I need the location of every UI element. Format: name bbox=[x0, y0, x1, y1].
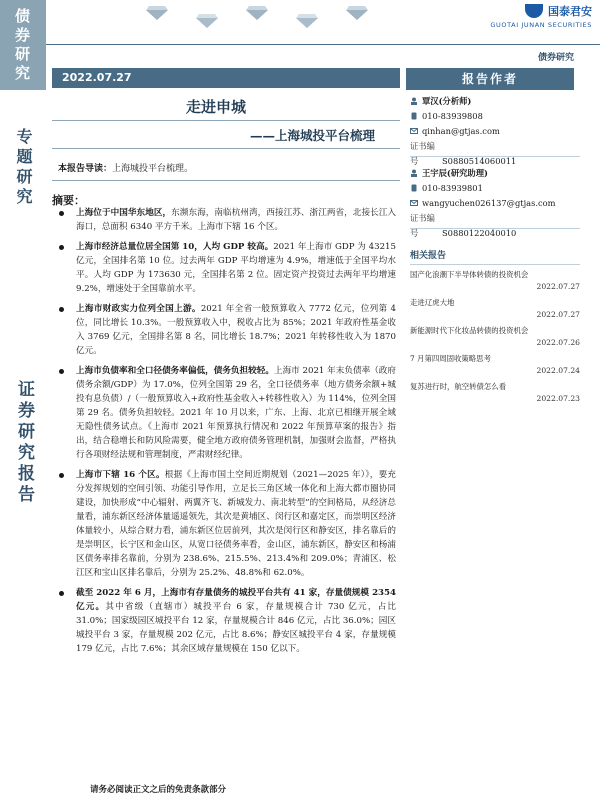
title-divider bbox=[52, 120, 400, 121]
author-phone-row bbox=[410, 109, 580, 124]
brand-mark-icon bbox=[525, 4, 543, 18]
cert-label: 证书编号 bbox=[410, 213, 435, 238]
guide-divider bbox=[52, 180, 400, 181]
related-item-title[interactable]: 新能源时代下化妆品转债的投资机会 bbox=[410, 326, 529, 335]
author-card bbox=[410, 166, 580, 238]
author-card bbox=[410, 94, 580, 166]
bullet-text: 根据《上海市国土空间近期规划（2021—2025 年）》，要充分发挥规划的空间引领、功能引导作用，立足长三角区域一体化和上海大都市圈协同建设，加快形成“中心辐射、两翼齐飞、新城发力、南北转型”的空间格局，从经济总量看，浦东新区经济体量遥遥领先，其次是黄埔区、闵行区和嘉定区，而崇明区经济体量较小，从综合财力看，浦东新区位居前列，其次是闵行区和静安区，排名靠后的是崇明区，长宁区和金山区，从宽口径债务率看，金山区，浦东新区，静安区和杨浦区债务率排名靠前，分别为 238.6%、215.5%、213.4%和 209.0%；青浦区、松江区和宝山区排名靠后，分别为 25.2%、48.8%和 62.0%。 bbox=[76, 470, 396, 578]
related-item-title[interactable]: 复苏进行时，航空转债怎么看 bbox=[410, 382, 507, 391]
list-item bbox=[56, 364, 396, 462]
bullet-dot bbox=[59, 307, 64, 312]
bullet-text: 其中省级（直辖市）城投平台 6 家，存量规模合计 730 亿元，占比 31.0%；国家级园区城投平台 12 家，存量规模合计 846 亿元，占比 36.0%；园区城投平台 3 家，存量规模 202 亿元，占比 8.6%；静安区城投平台 4 家，存量规模 179 亿元，占比 7.6%；其余区域存量规模在 150 亿以下。 bbox=[76, 602, 396, 654]
bullet-dot bbox=[59, 369, 64, 374]
author-name-row bbox=[410, 166, 580, 181]
sidebar-report-label: 证券研究报告 bbox=[14, 380, 34, 506]
cert-label: 证书编号 bbox=[410, 141, 435, 166]
abstract-list bbox=[56, 206, 396, 656]
list-item bbox=[56, 206, 396, 234]
related-item-title[interactable]: 国产化浪潮下半导体转债的投资机会 bbox=[410, 270, 529, 279]
author-phone: 010-83939808 bbox=[422, 111, 483, 121]
bullet-lead: 上海位于中国华东地区， bbox=[76, 208, 172, 218]
related-item-title[interactable]: 7 月第四周固收策略思考 bbox=[410, 354, 491, 363]
left-sidebar bbox=[0, 0, 46, 800]
bullet-dot bbox=[59, 245, 64, 250]
list-item bbox=[56, 240, 396, 296]
sidebar-category-label: 债券研究 bbox=[13, 8, 31, 84]
author-email[interactable]: qinhan@gtjas.com bbox=[422, 126, 500, 136]
related-reports bbox=[410, 248, 580, 405]
report-date: 2022.07.27 bbox=[62, 71, 132, 84]
author-cert-row bbox=[410, 139, 580, 166]
bullet-text: 2021 年上海市 GDP 为 43215 亿元，全国排名第 10 位。过去两年 GDP 平均增速为 4.9%，增速低于全国平均水平。人均 GDP 为 173630 元，全国排名第 2 位。固定资产投资过去两年平均增速 9.2%，增速处于全国靠前水平。 bbox=[76, 242, 396, 294]
author-email-row bbox=[410, 124, 580, 139]
disclaimer-footer: 请务必阅读正文之后的免责条款部分 bbox=[90, 785, 227, 795]
bullet-text: 2021 年全省一般预算收入 7772 亿元，位列第 4 位，同比增长 10.3%。一般预算收入中，税收占比为 85%；2021 年政府性基金收入 3769 亿元，全国排名第 8 名，同比增长 18.7%；2021 年转移性收入为 1870 亿元。 bbox=[76, 304, 396, 356]
related-item-title[interactable]: 走进辽虎大地 bbox=[410, 298, 455, 307]
bullet-lead: 上海市下辖 16 个区。 bbox=[76, 470, 165, 480]
header-banner bbox=[46, 0, 600, 40]
brand-logo bbox=[490, 0, 592, 29]
abstract-heading: 摘要： bbox=[52, 194, 85, 207]
diamond-icon bbox=[346, 6, 368, 20]
list-item bbox=[56, 468, 396, 580]
email-icon bbox=[410, 127, 418, 135]
report-subtitle: ——上海城投平台梳理 bbox=[250, 128, 376, 143]
guide-text: 上海城投平台梳理。 bbox=[112, 164, 194, 174]
guide-label: 本报告导读： bbox=[58, 164, 113, 174]
diamond-icon bbox=[196, 14, 218, 28]
bullet-text: 东濒东海，南临杭州湾，西接江苏、浙江两省，北接长江入海口，总面积 6340 平方千米。上海市下辖 16 个区。 bbox=[76, 208, 396, 232]
related-item-date: 2022.07.27 bbox=[536, 282, 580, 291]
authors-heading: 报告作者 bbox=[406, 68, 574, 90]
brand-name-cn: 国泰君安 bbox=[548, 4, 592, 18]
bullet-lead: 截至 2022 年 6 月，上海市有存量债务的城投平台共有 41 家，存量债规模 2354 亿元。 bbox=[76, 588, 396, 612]
header-divider bbox=[46, 44, 600, 45]
section-tag: 债券研究 bbox=[537, 53, 574, 63]
related-item-date: 2022.07.24 bbox=[536, 366, 580, 375]
author-cert-row bbox=[410, 211, 580, 238]
subtitle-divider bbox=[52, 148, 400, 149]
diamond-icon bbox=[246, 6, 268, 20]
related-item-date: 2022.07.23 bbox=[536, 394, 580, 403]
bullet-lead: 上海市经济总量位居全国第 10，人均 GDP 较高。 bbox=[76, 242, 274, 252]
person-icon bbox=[410, 169, 418, 177]
phone-icon bbox=[410, 184, 418, 192]
phone-icon bbox=[410, 112, 418, 120]
sidebar-type-label: 专题研究 bbox=[14, 128, 33, 208]
brand-name-en: GUOTAI JUNAN SECURITIES bbox=[490, 21, 592, 29]
author-email[interactable]: wangyuchen026137@gtjas.com bbox=[422, 198, 556, 208]
bullet-lead: 上海市负债率和全口径债务率偏低，债务负担较轻。 bbox=[76, 366, 274, 376]
bullet-text: 上海市 2021 年末负债率（政府债务余额/GDP）为 17.0%，位列全国第 29 名，全口径债务率（地方债务余额+城投有息负债）/（一般预算收入+政府性基金收入+转移性收入）为 114%，位列全国第 29 名。债务负担较轻。2021 年 10 月以来，广东、上海、北京已相继开展全域无隐性债务试点。《上海市 2021 年预算执行情况和 2022 年预算草案的报告》指出，结合稳增长和防风险需要，健全地方政府债务管理机制，加强财会监督，严格执行各项财经法规和管理制度，严肃财经纪律。 bbox=[76, 366, 396, 460]
author-email-row bbox=[410, 196, 580, 211]
list-item bbox=[56, 586, 396, 656]
bullet-dot bbox=[59, 591, 64, 596]
person-icon bbox=[410, 97, 418, 105]
author-name-row bbox=[410, 94, 580, 109]
author-name: 王宇辰(研究助理) bbox=[422, 168, 488, 178]
related-item-date: 2022.07.26 bbox=[536, 338, 580, 347]
bullet-dot bbox=[59, 211, 64, 216]
related-item-date: 2022.07.27 bbox=[536, 310, 580, 319]
diamond-icon bbox=[296, 14, 318, 28]
author-cert: S0880122040010 bbox=[442, 228, 517, 238]
bullet-dot bbox=[59, 473, 64, 478]
author-cert: S0880514060011 bbox=[442, 156, 517, 166]
diamond-icon bbox=[146, 6, 168, 20]
date-bar bbox=[52, 68, 400, 88]
author-name: 覃汉(分析师) bbox=[422, 96, 472, 106]
bullet-lead: 上海市财政实力位列全国上游。 bbox=[76, 304, 201, 314]
report-title: 走进申城 bbox=[186, 98, 247, 116]
email-icon bbox=[410, 199, 418, 207]
author-phone-row bbox=[410, 181, 580, 196]
list-item bbox=[56, 302, 396, 358]
report-guide bbox=[58, 161, 193, 174]
related-heading: 相关报告 bbox=[410, 248, 580, 265]
author-phone: 010-83939801 bbox=[422, 183, 483, 193]
